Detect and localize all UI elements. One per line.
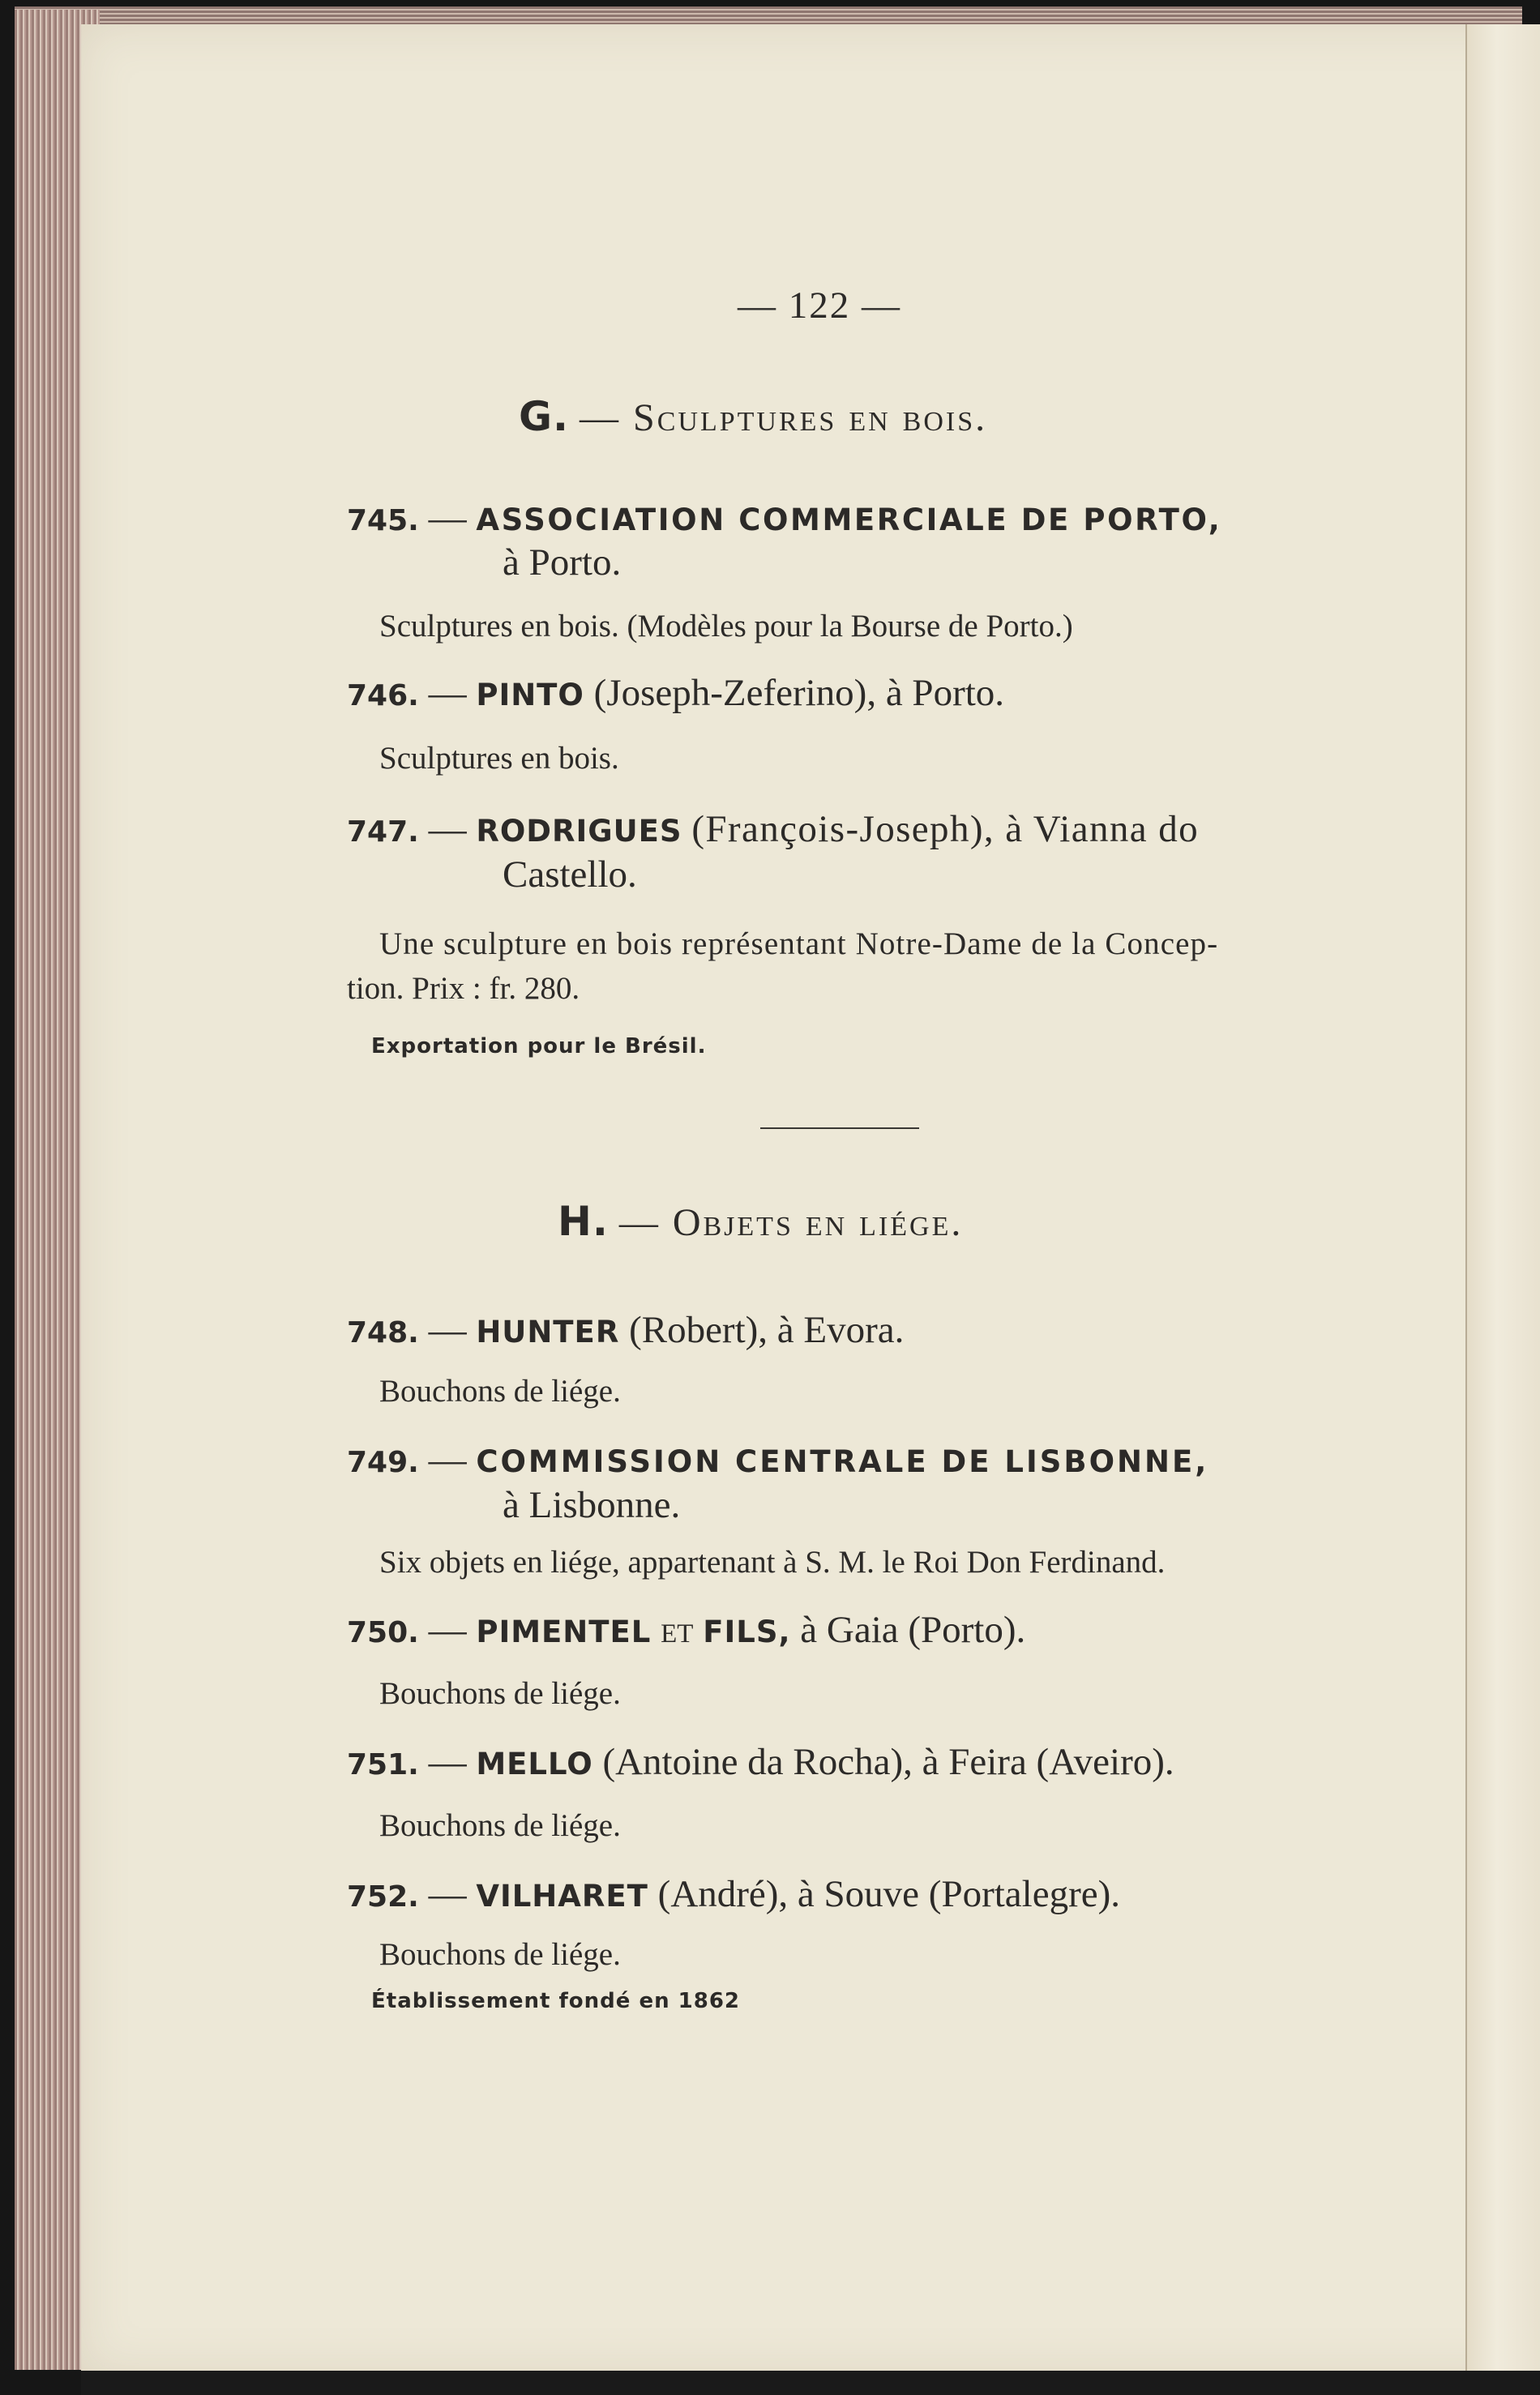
entry-description: Bouchons de liége. <box>379 1374 621 1409</box>
entry-dash: — <box>428 1439 467 1481</box>
entry-number: 752. <box>347 1880 419 1914</box>
section-title: — Sculptures en bois. <box>580 396 988 439</box>
entry-description: Sculptures en bois. <box>379 741 619 776</box>
entry-dash: — <box>428 1873 467 1915</box>
entry-description-continued: tion. Prix : fr. 280. <box>347 971 580 1006</box>
entry-name: HUNTER <box>476 1315 620 1349</box>
entry-details: (Robert), à Evora. <box>629 1309 905 1351</box>
entry-description: Bouchons de liége. <box>379 1676 621 1711</box>
entry-details-continued: Castello. <box>503 853 637 896</box>
entry-name: PIMENTEL <box>476 1614 652 1649</box>
entry-number: 749. <box>347 1446 419 1479</box>
entry-dash: — <box>428 1609 467 1651</box>
entry-dash: — <box>428 808 467 850</box>
entry-number: 751. <box>347 1748 419 1781</box>
entry-number: 748. <box>347 1316 419 1349</box>
entry-conjunction: et <box>661 1609 694 1651</box>
entry-name: ASSOCIATION COMMERCIALE DE PORTO, <box>476 503 1222 537</box>
page-number: — 122 — <box>738 284 901 327</box>
section-title: — Objets en liége. <box>618 1201 964 1244</box>
entry-description: Sculptures en bois. (Modèles pour la Bourse de Porto.) <box>379 609 1073 644</box>
entry-name: COMMISSION CENTRALE DE LISBONNE, <box>476 1444 1209 1479</box>
entry-details: (André), à Souve (Portalegre). <box>657 1873 1120 1915</box>
entry-details: (Antoine da Rocha), à Feira (Aveiro). <box>602 1741 1174 1783</box>
entry-749 <box>347 1438 1208 1482</box>
entry-description: Six objets en liége, appartenant à S. M. le Roi Don Ferdinand. <box>379 1545 1166 1580</box>
entry-details: (Joseph-Zeferino), à Porto. <box>593 672 1005 714</box>
entry-748 <box>347 1308 904 1352</box>
entry-details: (François-Joseph), à Vianna do <box>691 808 1200 850</box>
bottom-shadow <box>81 2371 1540 2395</box>
page-fold-margin <box>1465 24 1540 2375</box>
entry-location: à Porto. <box>503 541 622 584</box>
entry-details: à Gaia (Porto). <box>800 1609 1026 1651</box>
section-divider <box>760 1127 919 1129</box>
entry-number: 747. <box>347 815 419 849</box>
entry-dash: — <box>428 672 467 714</box>
entry-dash: — <box>428 497 467 539</box>
entry-description: Une sculpture en bois représentant Notre-Dame de la Concep- <box>379 926 1219 961</box>
entry-description: Bouchons de liége. <box>379 1808 621 1843</box>
entry-name: MELLO <box>476 1747 593 1781</box>
entry-note: Exportation pour le Brésil. <box>371 1034 707 1059</box>
entry-number: 750. <box>347 1616 419 1649</box>
entry-number: 745. <box>347 504 419 537</box>
entry-747 <box>347 807 1199 851</box>
entry-752 <box>347 1872 1120 1916</box>
entry-751 <box>347 1740 1174 1784</box>
entry-746 <box>347 671 1004 715</box>
entry-dash: — <box>428 1309 467 1351</box>
entry-name-continued: FILS, <box>703 1614 791 1649</box>
entry-name: VILHARET <box>476 1879 648 1914</box>
entry-number: 746. <box>347 679 419 712</box>
entry-location: à Lisbonne. <box>503 1484 681 1526</box>
section-heading-g <box>519 393 987 440</box>
section-heading-h <box>558 1198 963 1245</box>
entry-description: Bouchons de liége. <box>379 1937 621 1972</box>
entry-745 <box>347 496 1324 540</box>
section-letter: H. <box>558 1198 609 1245</box>
entry-dash: — <box>428 1741 467 1783</box>
entry-750 <box>347 1608 1025 1652</box>
entry-note: Établissement fondé en 1862 <box>371 1989 741 2013</box>
entry-name: RODRIGUES <box>476 814 682 849</box>
section-letter: G. <box>519 393 570 440</box>
entry-name: PINTO <box>476 678 584 712</box>
